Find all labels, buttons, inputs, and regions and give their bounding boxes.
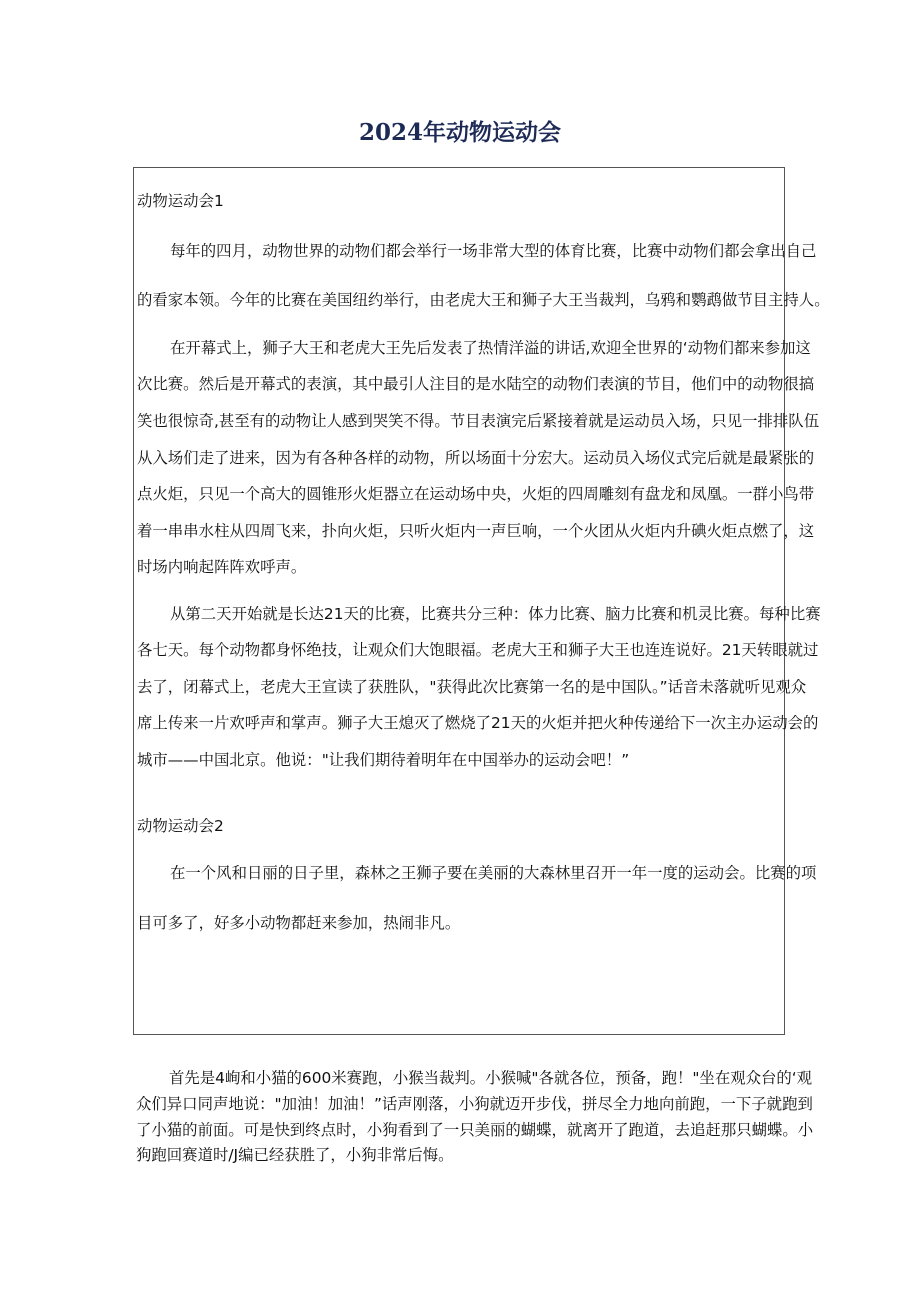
paragraph-line: 每年的四月，动物世界的动物们都会举行一场非常大型的体育比赛，比赛中动物们都会拿出自己: [170, 242, 817, 260]
paragraph-line: 城市——中国北京。他说："让我们期待着明年在中国举办的运动会吧！”: [137, 751, 630, 769]
paragraph-line: 从入场们走了进来，因为有各种各样的动物，所以场面十分宏大。运动员入场仪式完后就是最紧张的: [137, 449, 815, 467]
story-box: [133, 167, 830, 1035]
section-heading-1: 动物运动会1: [137, 192, 224, 210]
paragraph-line: 了小猫的前面。可是快到终点时，小狗看到了一只美丽的蝴蝶，就离开了跑道，去追赶那只蝴蝶。小: [136, 1121, 814, 1139]
paragraph-line: 次比赛。然后是开幕式的表演，其中最引人注目的是水陆空的动物们表演的节目，他们中的动物很搞: [137, 375, 815, 393]
paragraph-line: 点火炬，只见一个高大的圆锥形火炬器立在运动场中央，火炬的四周雕刻有盘龙和凤凰。一群小鸟带: [137, 485, 815, 503]
paragraph-line: 众们异口同声地说："加油！加油！”话声刚落，小狗就迈开步伐，拼尽全力地向前跑，一下子就跑到: [136, 1095, 813, 1113]
paragraph-line: 笑也很惊奇,甚至有的动物让人感到哭笑不得。节目表演完后紧接着就是运动员入场，只见一排排队伍: [137, 412, 820, 430]
paragraph-line: 席上传来一片欢呼声和掌声。狮子大王熄灭了燃烧了21天的火炬并把火种传递给下一次主办运动会的: [137, 714, 819, 732]
paragraph-line: 狗跑回赛道时/J编已经获胜了，小狗非常后悔。: [136, 1146, 454, 1164]
paragraph-line: 在开幕式上，狮子大王和老虎大王先后发表了热情洋溢的讲话,欢迎全世界的‘动物们都来参加这: [170, 339, 811, 357]
paragraph-line: 去了，闭幕式上，老虎大王宣读了获胜队，"获得此次比赛第一名的是中国队。”话音未落就听见观众: [137, 678, 807, 696]
paragraph-line: 各七天。每个动物都身怀绝技，让观众们大饱眼福。老虎大王和狮子大王也连连说好。21天转眼就过: [137, 641, 819, 659]
paragraph-line: 着一串串水柱从四周飞来，扑向火炬，只听火炬内一声巨响，一个火团从火炬内升碘火炬点燃了，这: [137, 522, 815, 540]
section-heading-2: 动物运动会2: [137, 817, 224, 835]
paragraph-line: 的看家本领。今年的比赛在美国纽约举行，由老虎大王和狮子大王当裁判，乌鸦和鹦鹉做节目主持人。: [137, 291, 830, 309]
paragraph-line: 首先是4峋和小猫的600米赛跑，小猴当裁判。小猴喊"各就各位，预备，跑！"坐在观众台的‘观: [169, 1069, 813, 1087]
paragraph-line: 时场内响起阵阵欢呼声。: [137, 558, 307, 576]
paragraph-line: 目可多了，好多小动物都赶来参加，热闹非凡。: [137, 914, 461, 932]
paragraph-line: 从第二天开始就是长达21天的比赛，比赛共分三种：体力比赛、脑力比赛和机灵比赛。每种比赛: [170, 605, 821, 623]
document-title: 2024年动物运动会: [358, 119, 561, 146]
paragraph-line: 在一个风和日丽的日子里，森林之王狮子要在美丽的大森林里召开一年一度的运动会。比赛的项: [170, 864, 817, 882]
